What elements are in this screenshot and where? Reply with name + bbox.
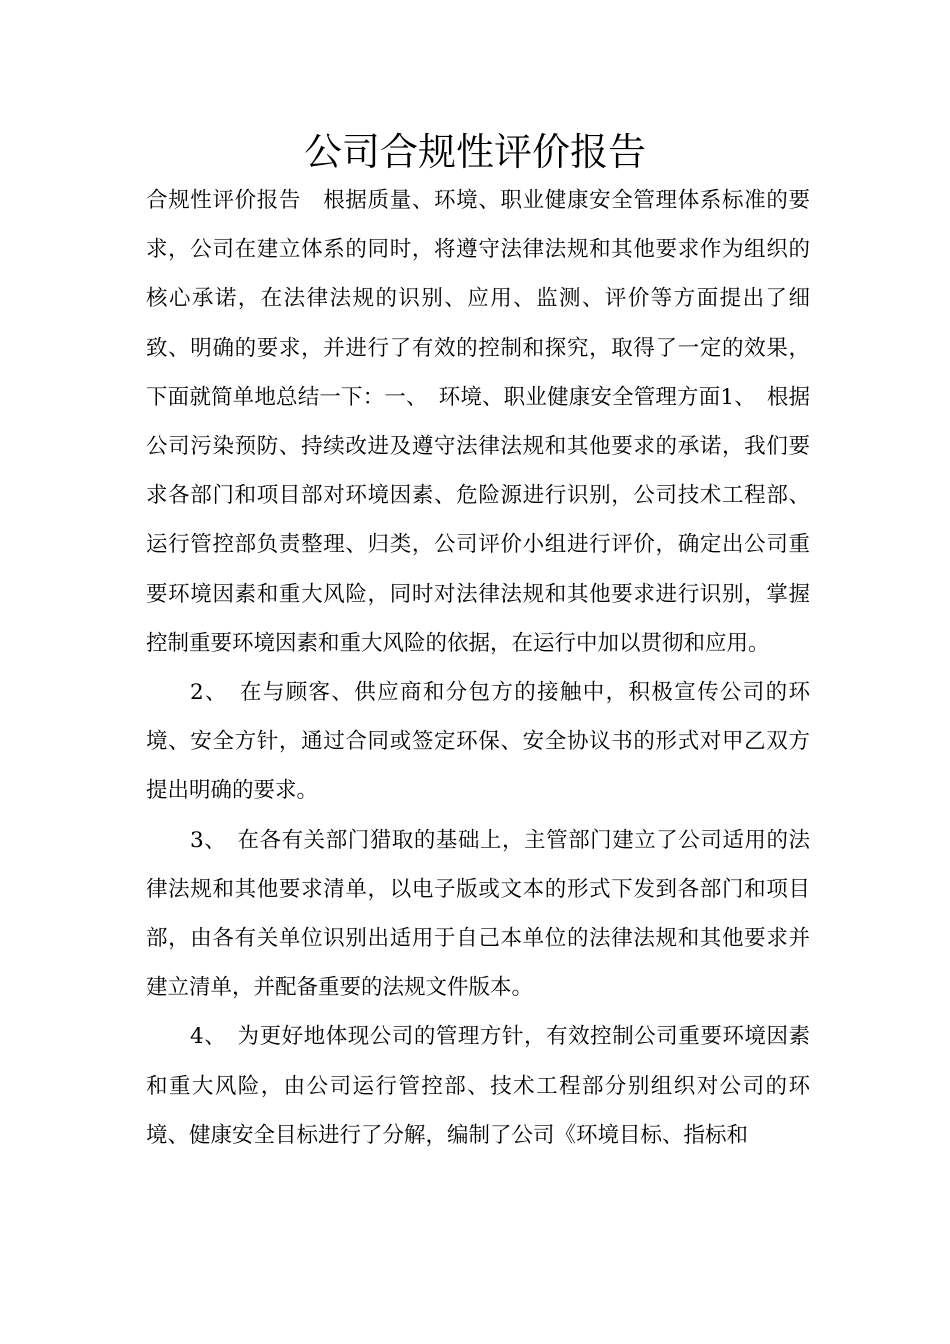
paragraph-item-4: 4、 为更好地体现公司的管理方针，有效控制公司重要环境因素和重大风险，由公司运行管控部、技术工程部分别组织对公司的环境、健康安全目标进行了分解，编制了公司《环境目标、指标和 bbox=[146, 1024, 810, 1148]
paragraph-item-2: 2、 在与顾客、供应商和分包方的接触中，积极宣传公司的环境、安全方针，通过合同或签定环保、安全协议书的形式对甲乙双方提出明确的要求。 bbox=[146, 680, 810, 804]
paragraph-item-3: 3、 在各有关部门猎取的基础上，主管部门建立了公司适用的法律法规和其他要求清单，以电子版或文本的形式下发到各部门和项目部，由各有关单位识别出适用于自己本单位的法律法规和其他要求并建立清单，并配备重要的法规文件版本。 bbox=[146, 827, 810, 1001]
document-body bbox=[146, 176, 810, 1160]
document-title: 公司合规性评价报告 bbox=[303, 130, 646, 174]
paragraph-intro: 合规性评价报告 根据质量、环境、职业健康安全管理体系标准的要求，公司在建立体系的同时，将遵守法律法规和其他要求作为组织的核心承诺，在法律法规的识别、应用、监测、评价等方面提出了细致、明确的要求，并进行了有效的控制和探究，取得了一定的效果，下面就简单地总结一下：一、 环境、职业健康安全管理方面1、 根据公司污染预防、持续改进及遵守法律法规和其他要求的承诺，我们要求各部门和项目部对环境因素、危险源进行识别，公司技术工程部、运行管控部负责整理、归类，公司评价小组进行评价，确定出公司重要环境因素和重大风险，同时对法律法规和其他要求进行识别，掌握控制重要环境因素和重大风险的依据，在运行中加以贯彻和应用。 bbox=[146, 188, 810, 656]
